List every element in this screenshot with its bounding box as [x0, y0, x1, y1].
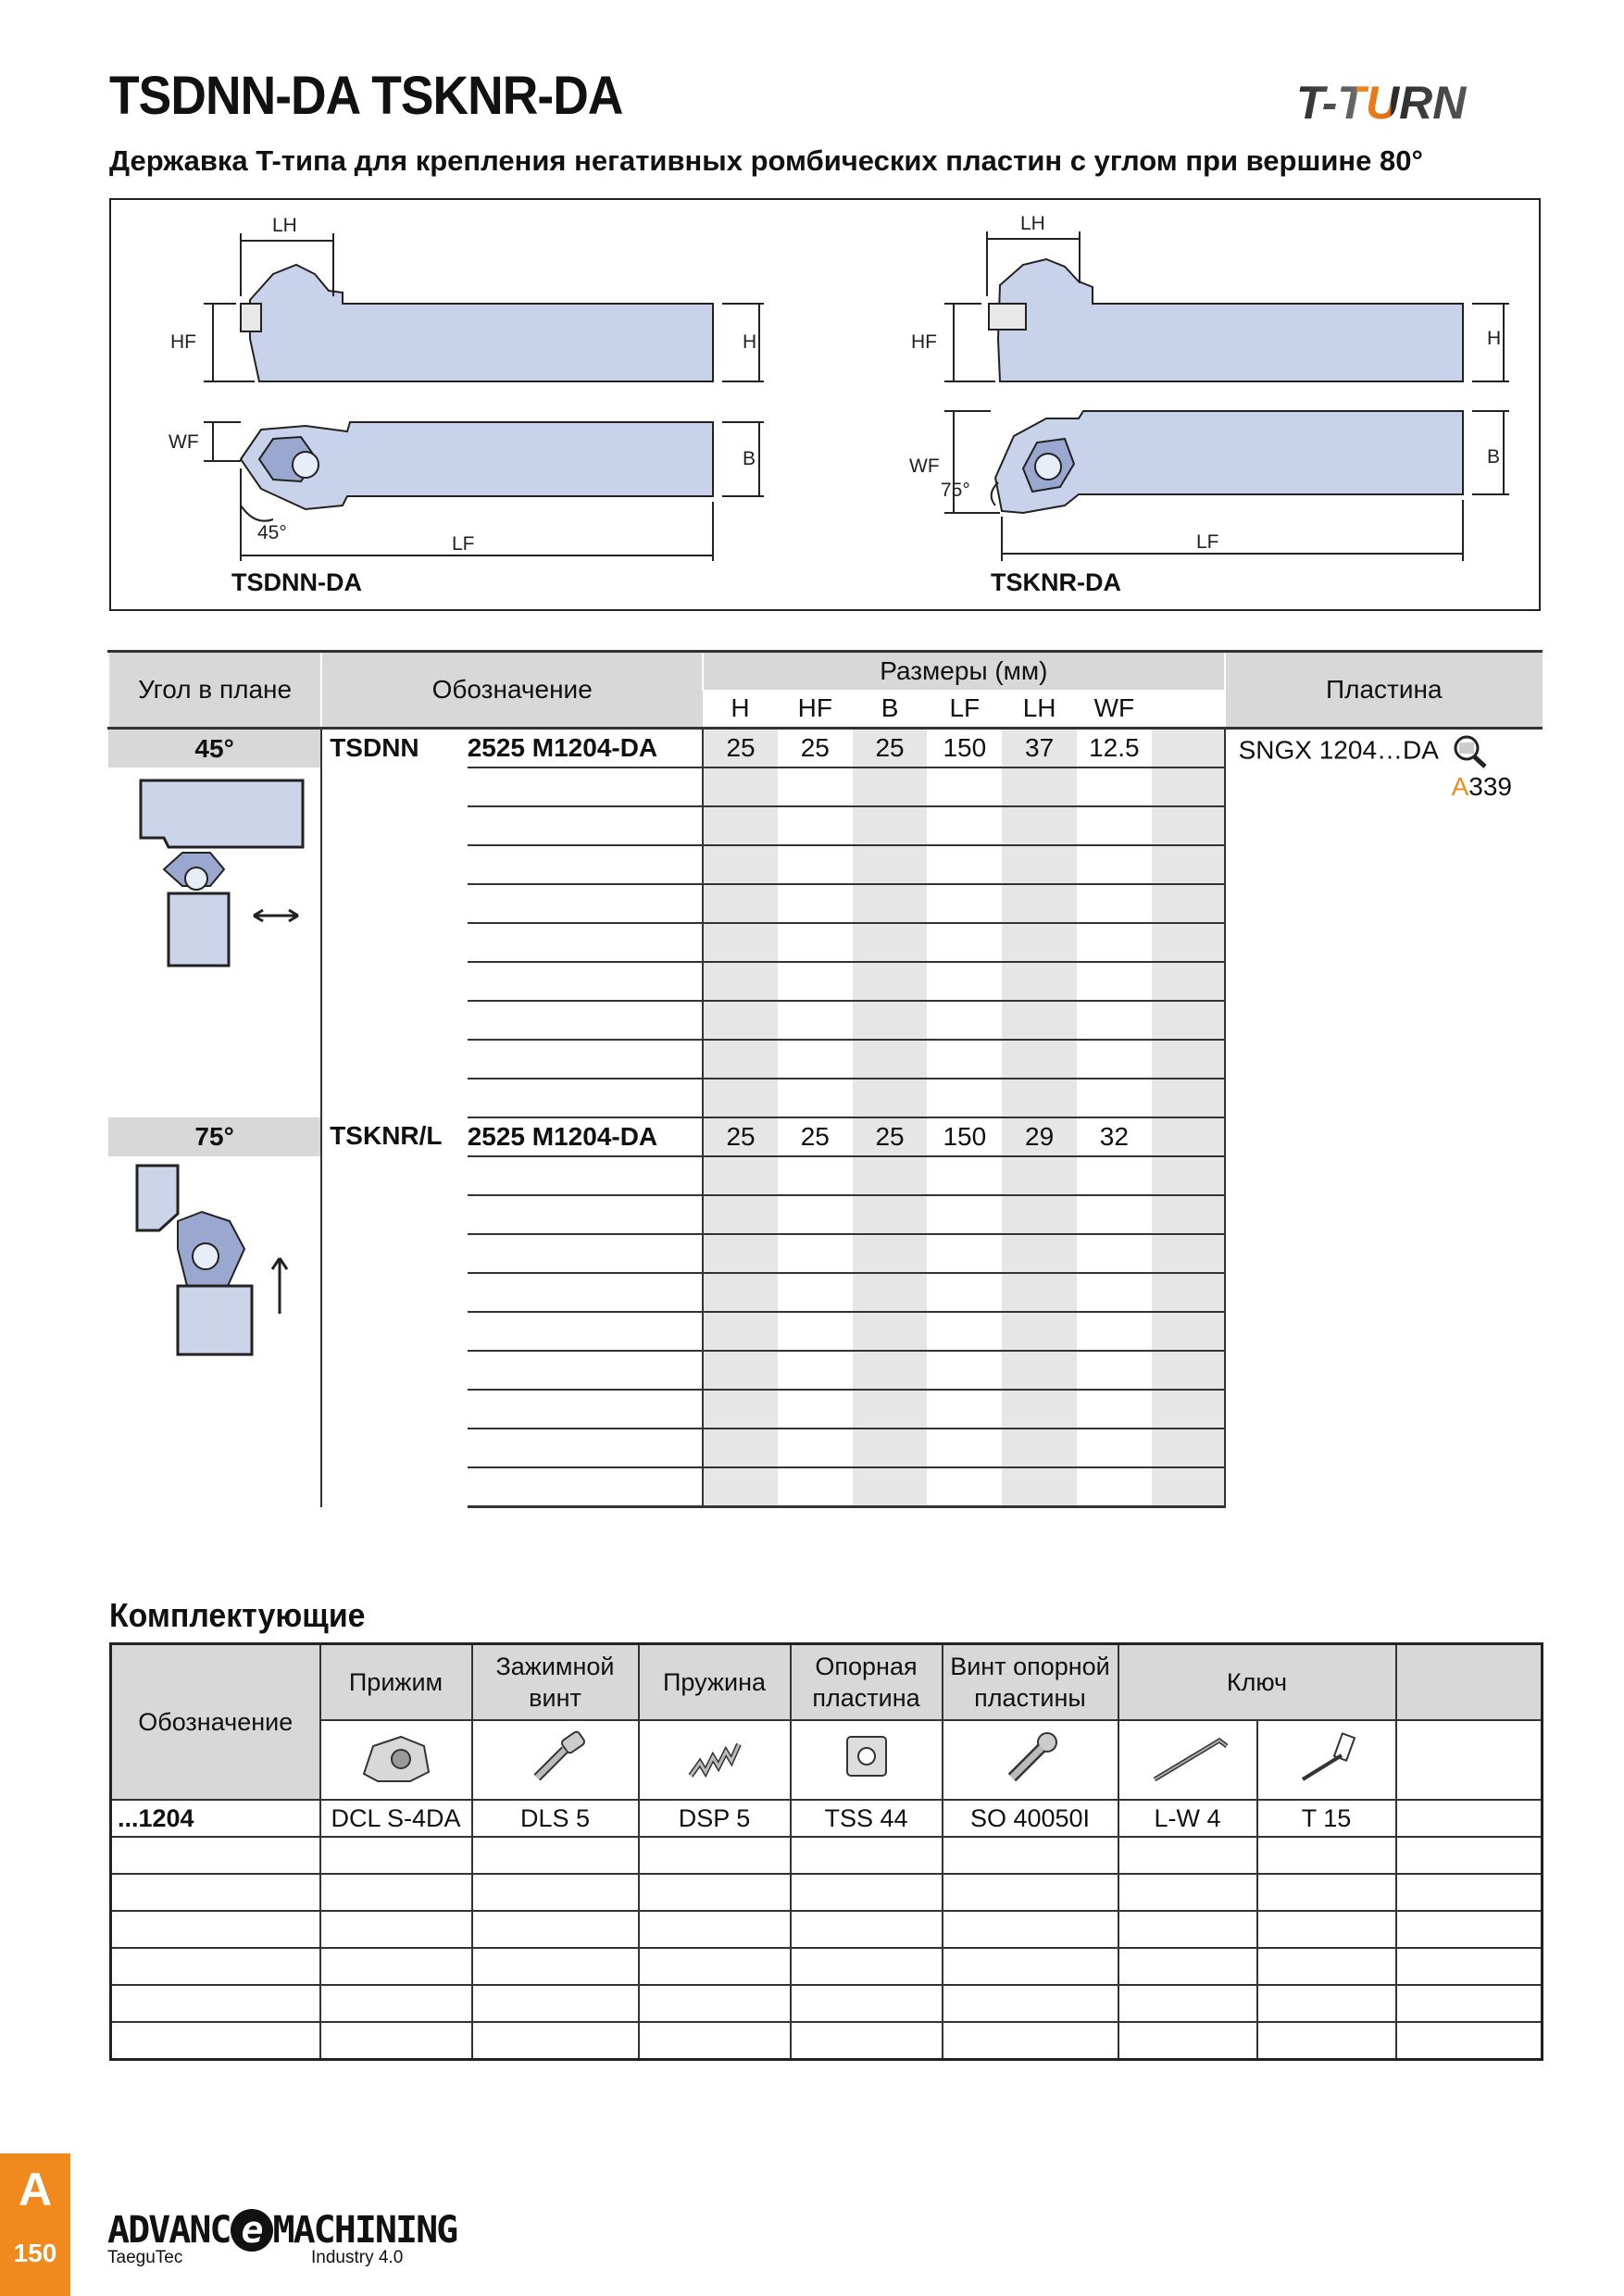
dim-cell	[1077, 1079, 1152, 1117]
acc-key-allen: L-W 4	[1118, 1800, 1257, 1837]
dim-cell	[853, 923, 928, 962]
approach-75-icon	[108, 1156, 321, 1507]
dim-cell	[1152, 1467, 1225, 1507]
caption-tsknr: TSKNR-DA	[991, 568, 1121, 596]
dim-cell	[853, 1195, 928, 1234]
tool-code-empty	[468, 1195, 703, 1234]
dim-cell	[927, 1429, 1002, 1467]
dim-cell	[927, 1234, 1002, 1273]
dim-cell	[927, 845, 1002, 884]
dim-cell	[927, 767, 1002, 806]
clamp-screw-icon	[472, 1720, 639, 1800]
dim-cell	[703, 806, 778, 845]
dim-lf-value: 150	[927, 1117, 1002, 1156]
acc-key-torx: T 15	[1257, 1800, 1396, 1837]
dim-cell	[778, 884, 853, 923]
dim-cell	[1002, 1234, 1077, 1273]
dim-cell	[1002, 1001, 1077, 1040]
dim-cell	[927, 1040, 1002, 1079]
dim-cell	[1077, 962, 1152, 1001]
header-dimensions: Размеры (мм)	[703, 652, 1224, 691]
dim-lf-right: LF	[1196, 531, 1219, 553]
dim-cell	[853, 884, 928, 923]
dim-cell	[1002, 884, 1077, 923]
dim-cell	[1002, 1351, 1077, 1390]
series-name: TSKNR/L	[321, 1117, 468, 1507]
dim-cell	[703, 884, 778, 923]
dim-cell	[1077, 806, 1152, 845]
dim-cell	[1002, 1312, 1077, 1351]
dim-cell	[853, 1390, 928, 1429]
tool-code-empty	[468, 806, 703, 845]
dim-cell	[778, 1234, 853, 1273]
accessories-title: Комплектующие	[109, 1596, 366, 1634]
acc-row-empty	[111, 2022, 1543, 2060]
header-b: B	[853, 690, 928, 729]
dim-cell	[1077, 884, 1152, 923]
dim-b-value: 25	[853, 1117, 928, 1156]
acc-row-empty	[111, 1874, 1543, 1911]
dim-cell	[927, 1273, 1002, 1312]
dim-lh-value: 29	[1002, 1117, 1077, 1156]
dim-cell	[703, 1390, 778, 1429]
dim-cell	[853, 1351, 928, 1390]
brand-industry: Industry 4.0	[311, 2248, 404, 2267]
header-lf: LF	[927, 690, 1002, 729]
dim-lf-value: 150	[927, 729, 1002, 768]
dim-cell	[1152, 1273, 1225, 1312]
tool-code-empty	[468, 962, 703, 1001]
tool-code-empty	[468, 923, 703, 962]
tool-code-empty	[468, 1001, 703, 1040]
series-name: TSDNN	[321, 729, 468, 1118]
acc-spring: DSP 5	[639, 1800, 791, 1837]
dim-cell	[853, 962, 928, 1001]
dim-cell	[1077, 1390, 1152, 1429]
dim-cell	[778, 1312, 853, 1351]
insert-code: SNGX 1204…DA	[1238, 735, 1439, 765]
dim-cell	[1152, 1079, 1225, 1117]
dim-cell	[927, 1312, 1002, 1351]
dim-cell	[1077, 845, 1152, 884]
dim-cell	[778, 1273, 853, 1312]
dim-lf-left: LF	[452, 533, 475, 555]
dim-cell	[1077, 1001, 1152, 1040]
dim-cell	[853, 1273, 928, 1312]
dim-cell	[927, 884, 1002, 923]
dim-cell	[1077, 1429, 1152, 1467]
dim-cell	[703, 1467, 778, 1507]
dim-cell	[1077, 1040, 1152, 1079]
dim-cell	[1002, 767, 1077, 806]
tool-code-empty	[468, 1156, 703, 1195]
tool-code-empty	[468, 1312, 703, 1351]
dim-cell	[703, 767, 778, 806]
dim-cell	[703, 1156, 778, 1195]
dim-cell	[853, 1040, 928, 1079]
dim-wf-value: 12.5	[1077, 729, 1152, 768]
tool-code-empty	[468, 767, 703, 806]
dim-lh-left: LH	[272, 215, 297, 236]
dim-cell	[1152, 1234, 1225, 1273]
acc-clamp: DCL S-4DA	[320, 1800, 472, 1837]
dim-cell	[927, 1001, 1002, 1040]
dim-cell	[1002, 845, 1077, 884]
page-subtitle: Державка T-типа для крепления негативных ромбических пластин с углом при вершине 80°	[109, 144, 1423, 177]
acc-header-clamp: Прижим	[320, 1644, 472, 1721]
dim-cell	[703, 1001, 778, 1040]
header-angle: Угол в плане	[108, 652, 321, 729]
clamp-icon	[320, 1720, 472, 1800]
acc-header-shim: Опорная пластина	[791, 1644, 943, 1721]
dim-cell	[1077, 1312, 1152, 1351]
dim-cell	[853, 767, 928, 806]
dim-cell	[927, 962, 1002, 1001]
dim-cell	[778, 845, 853, 884]
dim-cell	[1002, 1273, 1077, 1312]
dim-cell	[778, 1001, 853, 1040]
dim-wf-right: WF	[909, 455, 940, 477]
dim-b-left: B	[743, 448, 756, 469]
dim-cell	[703, 962, 778, 1001]
dim-cell	[1002, 1429, 1077, 1467]
dim-cell	[778, 1429, 853, 1467]
acc-header-key: Ключ	[1118, 1644, 1396, 1721]
tool-code-empty	[468, 884, 703, 923]
dim-cell	[927, 1351, 1002, 1390]
header-insert: Пластина	[1225, 652, 1543, 729]
tab-letter: A	[18, 2164, 53, 2215]
dim-cell	[1002, 923, 1077, 962]
dim-cell	[1152, 1312, 1225, 1351]
dim-cell	[1077, 1195, 1152, 1234]
dim-cell	[778, 1390, 853, 1429]
tool-code-empty	[468, 1040, 703, 1079]
dim-hf-value: 25	[778, 729, 853, 768]
dim-cell	[703, 1079, 778, 1117]
dim-cell	[703, 1195, 778, 1234]
acc-row-1204	[111, 1800, 1543, 1837]
dim-cell	[1152, 729, 1225, 768]
header-lh: LH	[1002, 690, 1077, 729]
header-designation: Обозначение	[321, 652, 703, 729]
tool-code: 2525 M1204-DA	[468, 729, 703, 768]
spec-row	[108, 729, 1543, 768]
dim-cell	[927, 806, 1002, 845]
tool-code-empty	[468, 1429, 703, 1467]
dim-cell	[853, 1234, 928, 1273]
svg-text:T-TURN: T-TURN	[1296, 77, 1467, 128]
acc-header-clamp-screw: Зажимной винт	[472, 1644, 639, 1721]
dim-hf-value: 25	[778, 1117, 853, 1156]
header-h: H	[703, 690, 778, 729]
dim-cell	[1002, 1040, 1077, 1079]
dim-cell	[927, 1390, 1002, 1429]
dim-cell	[927, 1467, 1002, 1507]
dim-cell	[927, 1079, 1002, 1117]
page-title: TSDNN-DA TSKNR-DA	[109, 66, 623, 126]
dim-cell	[1002, 806, 1077, 845]
dim-cell	[778, 1467, 853, 1507]
dim-cell	[1077, 923, 1152, 962]
holder-drawings	[111, 200, 1539, 609]
dim-cell	[853, 1429, 928, 1467]
acc-row-empty	[111, 1911, 1543, 1948]
acc-row-empty	[111, 1985, 1543, 2022]
dim-cell	[1002, 962, 1077, 1001]
dim-cell	[1077, 1234, 1152, 1273]
shim-icon	[791, 1720, 943, 1800]
shim-screw-icon	[943, 1720, 1118, 1800]
dim-cell	[778, 767, 853, 806]
angle-right: 75°	[941, 480, 970, 501]
dim-cell	[703, 1312, 778, 1351]
dim-cell	[703, 1040, 778, 1079]
dim-cell	[703, 923, 778, 962]
dim-cell	[1152, 1351, 1225, 1390]
approach-45-icon	[108, 767, 321, 1117]
acc-header-spring: Пружина	[639, 1644, 791, 1721]
page-number: 150	[13, 2239, 57, 2267]
tool-code-empty	[468, 1467, 703, 1507]
dim-cell	[1152, 806, 1225, 845]
dim-h-value: 25	[703, 1117, 778, 1156]
angle-value: 75°	[108, 1117, 321, 1156]
dim-cell	[853, 1467, 928, 1507]
dim-cell	[927, 1156, 1002, 1195]
dim-cell	[703, 845, 778, 884]
dim-cell	[778, 1079, 853, 1117]
angle-value: 45°	[108, 729, 321, 768]
dim-cell	[853, 845, 928, 884]
dim-cell	[1152, 1429, 1225, 1467]
dim-cell	[1002, 1156, 1077, 1195]
dim-cell	[703, 1273, 778, 1312]
dim-cell	[1152, 884, 1225, 923]
header-hf: HF	[778, 690, 853, 729]
dim-cell	[703, 1429, 778, 1467]
acc-clamp-screw: DLS 5	[472, 1800, 639, 1837]
acc-header-designation: Обозначение	[111, 1644, 320, 1801]
tool-code-empty	[468, 1079, 703, 1117]
tool-code-empty	[468, 845, 703, 884]
acc-shim: TSS 44	[791, 1800, 943, 1837]
dim-cell	[853, 1079, 928, 1117]
tool-code-empty	[468, 1351, 703, 1390]
dim-cell	[1077, 1467, 1152, 1507]
dim-hf-left: HF	[170, 331, 196, 353]
allen-key-icon	[1118, 1720, 1257, 1800]
dim-cell	[703, 1351, 778, 1390]
dim-wf-left: WF	[169, 431, 199, 453]
dim-cell	[1077, 1351, 1152, 1390]
dim-wf-value: 32	[1077, 1117, 1152, 1156]
tool-code-empty	[468, 1234, 703, 1273]
dim-cell	[927, 923, 1002, 962]
insert-cell	[1225, 729, 1543, 1507]
dim-lh-right: LH	[1020, 213, 1045, 234]
dim-cell	[1152, 1117, 1225, 1156]
dim-cell	[1077, 767, 1152, 806]
page-tab	[0, 2153, 70, 2296]
t-turn-logo	[1293, 76, 1550, 128]
dim-lh-value: 37	[1002, 729, 1077, 768]
tool-code-empty	[468, 1273, 703, 1312]
brand-taegutec: TaeguTec	[107, 2248, 183, 2267]
catalog-ref[interactable]: A339	[1451, 772, 1512, 801]
magnifier-icon[interactable]	[1450, 733, 1491, 770]
dim-cell	[1152, 1156, 1225, 1195]
dim-cell	[778, 923, 853, 962]
acc-row-empty	[111, 1948, 1543, 1985]
dim-b-value: 25	[853, 729, 928, 768]
dim-h-value: 25	[703, 729, 778, 768]
dim-cell	[1002, 1390, 1077, 1429]
dim-cell	[1152, 767, 1225, 806]
dim-cell	[1152, 1390, 1225, 1429]
dim-cell	[778, 1156, 853, 1195]
dim-cell	[853, 1156, 928, 1195]
spec-table	[107, 650, 1543, 1508]
dim-cell	[1002, 1195, 1077, 1234]
dim-h-right: H	[1487, 328, 1502, 349]
dim-cell	[778, 1040, 853, 1079]
dim-cell	[1152, 1040, 1225, 1079]
angle-left: 45°	[257, 522, 287, 543]
dim-cell	[1152, 923, 1225, 962]
dim-cell	[1152, 845, 1225, 884]
dim-cell	[778, 962, 853, 1001]
torx-key-icon	[1257, 1720, 1396, 1800]
dim-cell	[853, 1001, 928, 1040]
tool-code: 2525 M1204-DA	[468, 1117, 703, 1156]
tool-code-empty	[468, 1390, 703, 1429]
dim-cell	[703, 1234, 778, 1273]
acc-designation: ...1204	[111, 1800, 320, 1837]
dim-cell	[1152, 1001, 1225, 1040]
dim-cell	[1002, 1467, 1077, 1507]
dim-cell	[853, 1312, 928, 1351]
acc-row-empty	[111, 1837, 1543, 1874]
dim-cell	[1077, 1273, 1152, 1312]
caption-tsdnn: TSDNN-DA	[231, 568, 362, 596]
dim-cell	[778, 1351, 853, 1390]
brand-logo: ADVANC e MACHINING	[107, 2209, 457, 2252]
acc-shim-screw: SO 40050I	[943, 1800, 1118, 1837]
dim-cell	[1077, 1156, 1152, 1195]
accessories-table	[109, 1642, 1543, 2061]
dim-cell	[778, 1195, 853, 1234]
acc-header-shim-screw: Винт опорной пластины	[943, 1644, 1118, 1721]
tool-diagram	[109, 198, 1541, 611]
dim-hf-right: HF	[911, 331, 937, 353]
dim-cell	[1152, 1195, 1225, 1234]
dim-h-left: H	[743, 331, 757, 353]
dim-cell	[853, 806, 928, 845]
dim-cell	[1152, 962, 1225, 1001]
spring-icon	[639, 1720, 791, 1800]
dim-cell	[778, 806, 853, 845]
dim-cell	[927, 1195, 1002, 1234]
dim-b-right: B	[1487, 446, 1501, 468]
header-wf: WF	[1077, 690, 1152, 729]
dim-cell	[1002, 1079, 1077, 1117]
